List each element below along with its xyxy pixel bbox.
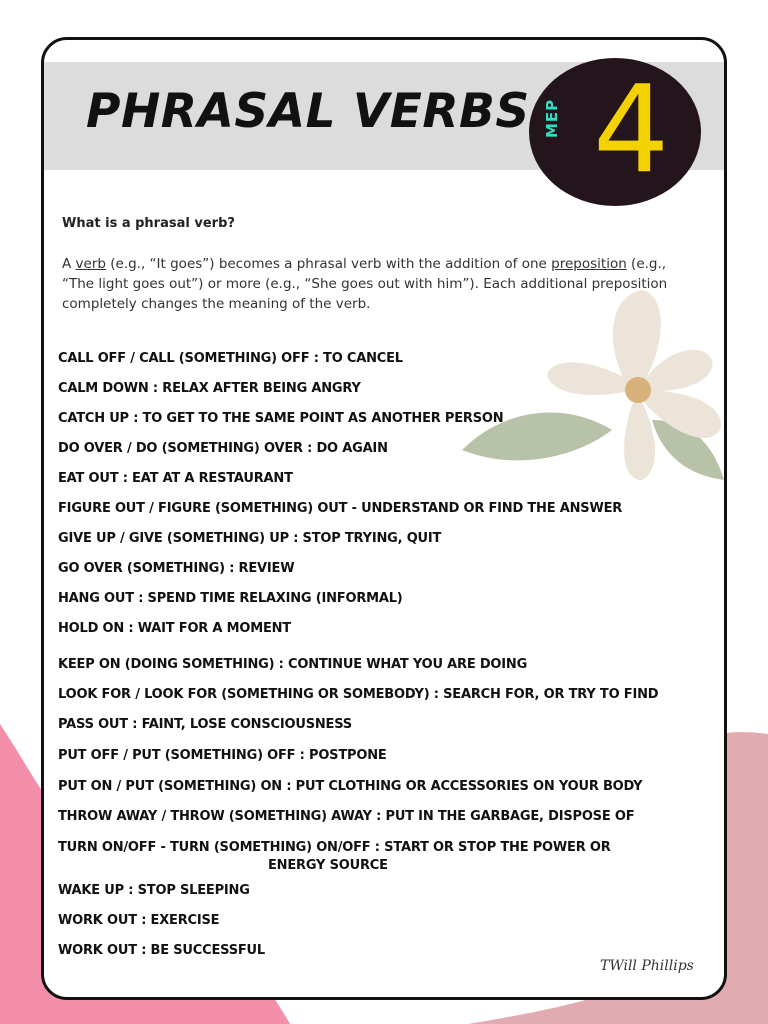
- verb-entry-figure-out: FIGURE OUT / FIGURE (SOMETHING) OUT - UNDERSTAND OR FIND THE ANSWER: [58, 501, 623, 516]
- preposition-link[interactable]: preposition: [551, 256, 627, 272]
- verb-entry-put-on: PUT ON / PUT (SOMETHING) ON : PUT CLOTHING OR ACCESSORIES ON YOUR BODY: [58, 779, 643, 794]
- verb-entry-go-over: GO OVER (SOMETHING) : REVIEW: [58, 561, 295, 576]
- verb-entry-call-off: CALL OFF / CALL (SOMETHING) OFF : TO CANCEL: [58, 351, 403, 366]
- verb-entry-give-up: GIVE UP / GIVE (SOMETHING) UP : STOP TRYING, QUIT: [58, 531, 442, 546]
- verb-entry-hold-on: HOLD ON : WAIT FOR A MOMENT: [58, 621, 291, 636]
- verb-entry-throw-away: THROW AWAY / THROW (SOMETHING) AWAY : PUT IN THE GARBAGE, DISPOSE OF: [58, 809, 635, 824]
- verb-entry-pass-out: PASS OUT : FAINT, LOSE CONSCIOUSNESS: [58, 717, 352, 732]
- verb-entry-keep-on: KEEP ON (DOING SOMETHING) : CONTINUE WHAT YOU ARE DOING: [58, 657, 528, 672]
- verb-link[interactable]: verb: [75, 256, 106, 272]
- logo-text: MEP: [543, 98, 561, 138]
- mep-logo: [529, 58, 701, 206]
- verb-entry-do-over: DO OVER / DO (SOMETHING) OVER : DO AGAIN: [58, 441, 388, 456]
- verb-entry-eat-out: EAT OUT : EAT AT A RESTAURANT: [58, 471, 293, 486]
- intro-text-1: A: [62, 256, 76, 272]
- intro-text-2: (e.g., “It goes”) becomes a phrasal verb with the addition of one: [105, 256, 552, 272]
- logo-number: 4: [593, 61, 670, 200]
- verb-entry-hang-out: HANG OUT : SPEND TIME RELAXING (INFORMAL): [58, 591, 403, 606]
- author-signature: TWill Phillips: [600, 958, 694, 974]
- content-card: [41, 37, 727, 1000]
- intro-question: What is a phrasal verb?: [62, 216, 235, 231]
- page-title: PHRASAL VERBS: [86, 84, 530, 139]
- verb-entry-turn-on-off: [58, 839, 611, 875]
- verb-entry-turn-line-2: ENERGY SOURCE: [268, 858, 388, 873]
- verb-entry-work-out-exercise: WORK OUT : EXERCISE: [58, 913, 220, 928]
- verb-entry-turn-line-1: TURN ON/OFF - TURN (SOMETHING) ON/OFF : START OR STOP THE POWER OR: [58, 840, 611, 855]
- verb-entry-work-out-success: WORK OUT : BE SUCCESSFUL: [58, 943, 265, 958]
- verb-entry-put-off: PUT OFF / PUT (SOMETHING) OFF : POSTPONE: [58, 748, 387, 763]
- verb-entry-wake-up: WAKE UP : STOP SLEEPING: [58, 883, 250, 898]
- verb-entry-look-for: LOOK FOR / LOOK FOR (SOMETHING OR SOMEBODY) : SEARCH FOR, OR TRY TO FIND: [58, 687, 659, 702]
- flower-icon: [462, 290, 724, 490]
- verb-entry-calm-down: CALM DOWN : RELAX AFTER BEING ANGRY: [58, 381, 361, 396]
- verb-entry-catch-up: CATCH UP : TO GET TO THE SAME POINT AS ANOTHER PERSON: [58, 411, 504, 426]
- intro-text-3: (e.g., “The light goes out”) or more (e.g., “She goes out with him”). Each additional preposition completely changes the meaning of the verb.: [62, 256, 668, 312]
